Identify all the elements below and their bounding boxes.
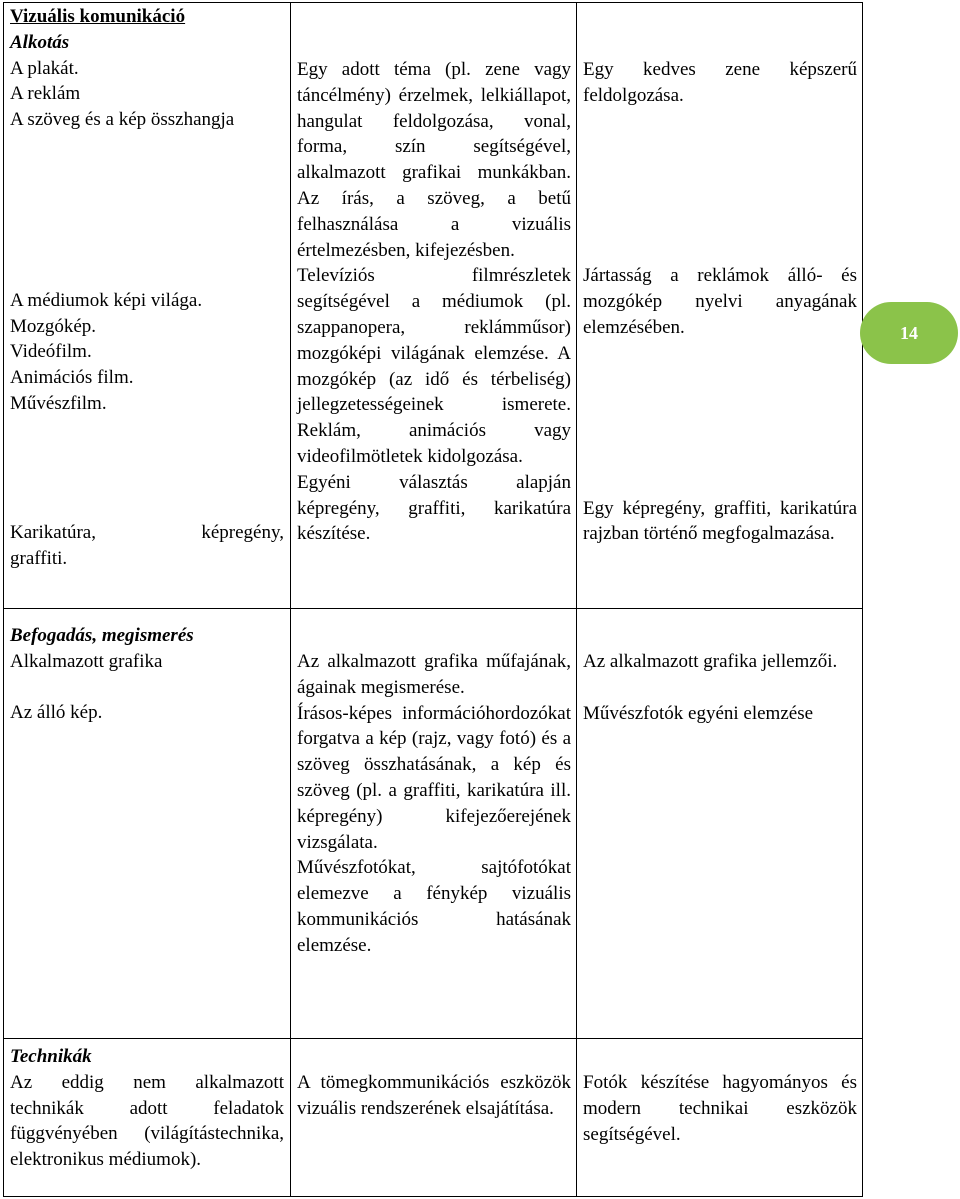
page-number-badge: 14 [860,302,958,364]
list-item: Mozgókép. [10,315,97,337]
row3-col1-cell [10,1044,284,1173]
row2-col2-cell [297,649,571,959]
paragraph: Művészfotók egyéni elemzése [583,702,814,724]
row1-col3-cell [583,57,857,547]
list-item: graffiti. [10,547,68,569]
paragraph: Fotók készítése hagyományos és modern technikai eszközök segítségével. [583,1072,857,1145]
list-item: Animációs film. [10,367,134,389]
list-item: A médiumok képi világa. [10,289,203,311]
row2-col1-cell [10,623,284,726]
section-heading: Befogadás, megismerés [10,625,194,646]
paragraph: Az alkalmazott grafika műfajának, ágainak megismerése. [297,651,571,698]
paragraph: Jártasság a reklámok álló- és mozgókép nyelvi anyagának elemzésében. [583,265,857,338]
column-divider [576,3,577,1196]
list-item: Karikatúra, képregény, [10,521,284,543]
section-subheading: Alkotás [10,31,70,53]
row1-col1-cell [10,4,284,572]
row2-col3-cell [583,649,857,726]
row-divider [4,1038,862,1039]
paragraph: Írásos-képes információhordozókat forgatva a kép (rajz, vagy fotó) és a szöveg összhatásának, a kép és szöveg (pl. a graffiti, karikatúra ill. képregény) kifejezőerejének vizsgálata. [297,702,571,853]
list-item: Az álló kép. [10,702,103,724]
row1-col2-cell [297,57,571,547]
list-item: A plakát. [10,57,79,79]
row3-col2-cell [297,1070,571,1122]
paragraph: Az alkalmazott grafika jellemzői. [583,651,838,672]
paragraph: Az eddig nem alkalmazott technikák adott feladatok függvényében (világítástechnika, elektronikus médiumok). [10,1071,284,1171]
row3-col3-cell [583,1070,857,1147]
paragraph: Egyéni választás alapján képregény, graffiti, karikatúra készítése. [297,471,571,545]
list-item: Művészfilm. [10,392,107,414]
row-divider [4,608,862,609]
column-divider [290,3,291,1196]
list-item: Videófilm. [10,341,92,363]
paragraph: A tömegkommunikációs eszközök vizuális rendszerének elsajátítása. [297,1072,571,1119]
list-item: A reklám [10,83,81,105]
section-heading: Technikák [10,1046,92,1067]
paragraph: Művészfotókat, sajtófotókat elemezve a fénykép vizuális kommunikációs hatásának elemzése. [297,857,571,956]
list-item: A szöveg és a kép összhangja [10,109,235,131]
paragraph: Egy kedves zene képszerű feldolgozása. [583,59,857,106]
section-heading: Vizuális komunikáció [10,6,186,27]
paragraph: Egy képregény, graffiti, karikatúra rajzban történő megfogalmazása. [583,497,857,545]
paragraph: Televíziós filmrészletek segítségével a médiumok (pl. szappanopera, reklámműsor) mozgóképi világának elemzése. A mozgókép (az idő és térbeliség) jellegzetességeinek ismerete. Reklám, animációs vagy videofilmötletek kidolgozása. [297,265,571,467]
curriculum-table [3,2,863,1197]
paragraph: Egy adott téma (pl. zene vagy táncélmény) érzelmek, lelkiállapot, hangulat feldolgozása, vonal, forma, szín segítségével, alkalmazott grafikai munkákban. Az írás, a szöveg, a betű felhasználása a vizuális értelmezésben, kifejezésben. [297,59,571,261]
list-item: Alkalmazott grafika [10,650,163,672]
